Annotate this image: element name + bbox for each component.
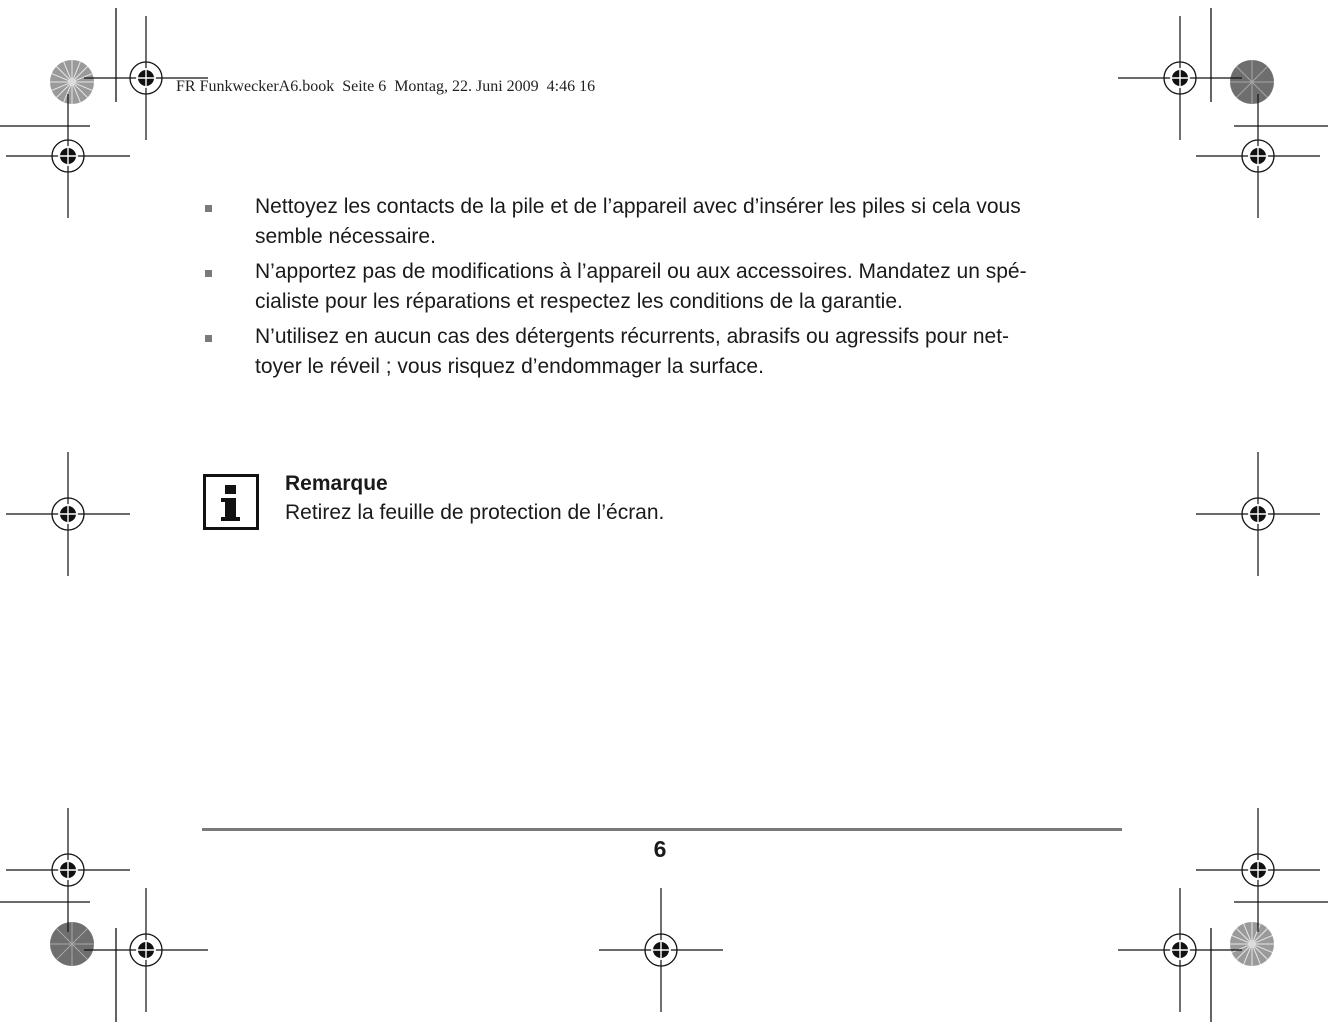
list-item-line: semble nécessaire. <box>255 225 436 248</box>
note-title: Remarque <box>285 472 388 495</box>
list-item-line: N’apportez pas de modifications à l’appareil ou aux accessoires. Mandatez un spé- <box>255 260 1027 283</box>
note-text: Retirez la feuille de protection de l’écran. <box>285 501 665 524</box>
bullet-square-icon <box>205 270 212 277</box>
footer-rule <box>202 828 1122 831</box>
list-item-line: cialiste pour les réparations et respectez les conditions de la garantie. <box>255 290 903 313</box>
file-slug: FR FunkweckerA6.book Seite 6 Montag, 22. Juni 2009 4:46 16 <box>176 78 596 95</box>
info-icon <box>203 474 259 530</box>
list-item <box>200 257 1140 317</box>
list-item <box>200 192 1140 252</box>
list-item-line: toyer le réveil ; vous risquez d’endommager la surface. <box>255 355 764 378</box>
bullet-square-icon <box>205 335 212 342</box>
list-item <box>200 322 1140 382</box>
bullet-square-icon <box>205 205 212 212</box>
page-number: 6 <box>653 836 667 862</box>
list-item-line: Nettoyez les contacts de la pile et de l’appareil avec d’insérer les piles si cela vous <box>255 195 1021 218</box>
instruction-list <box>200 192 1140 387</box>
list-item-line: N’utilisez en aucun cas des détergents récurrents, abrasifs ou agressifs pour net- <box>255 325 1010 348</box>
